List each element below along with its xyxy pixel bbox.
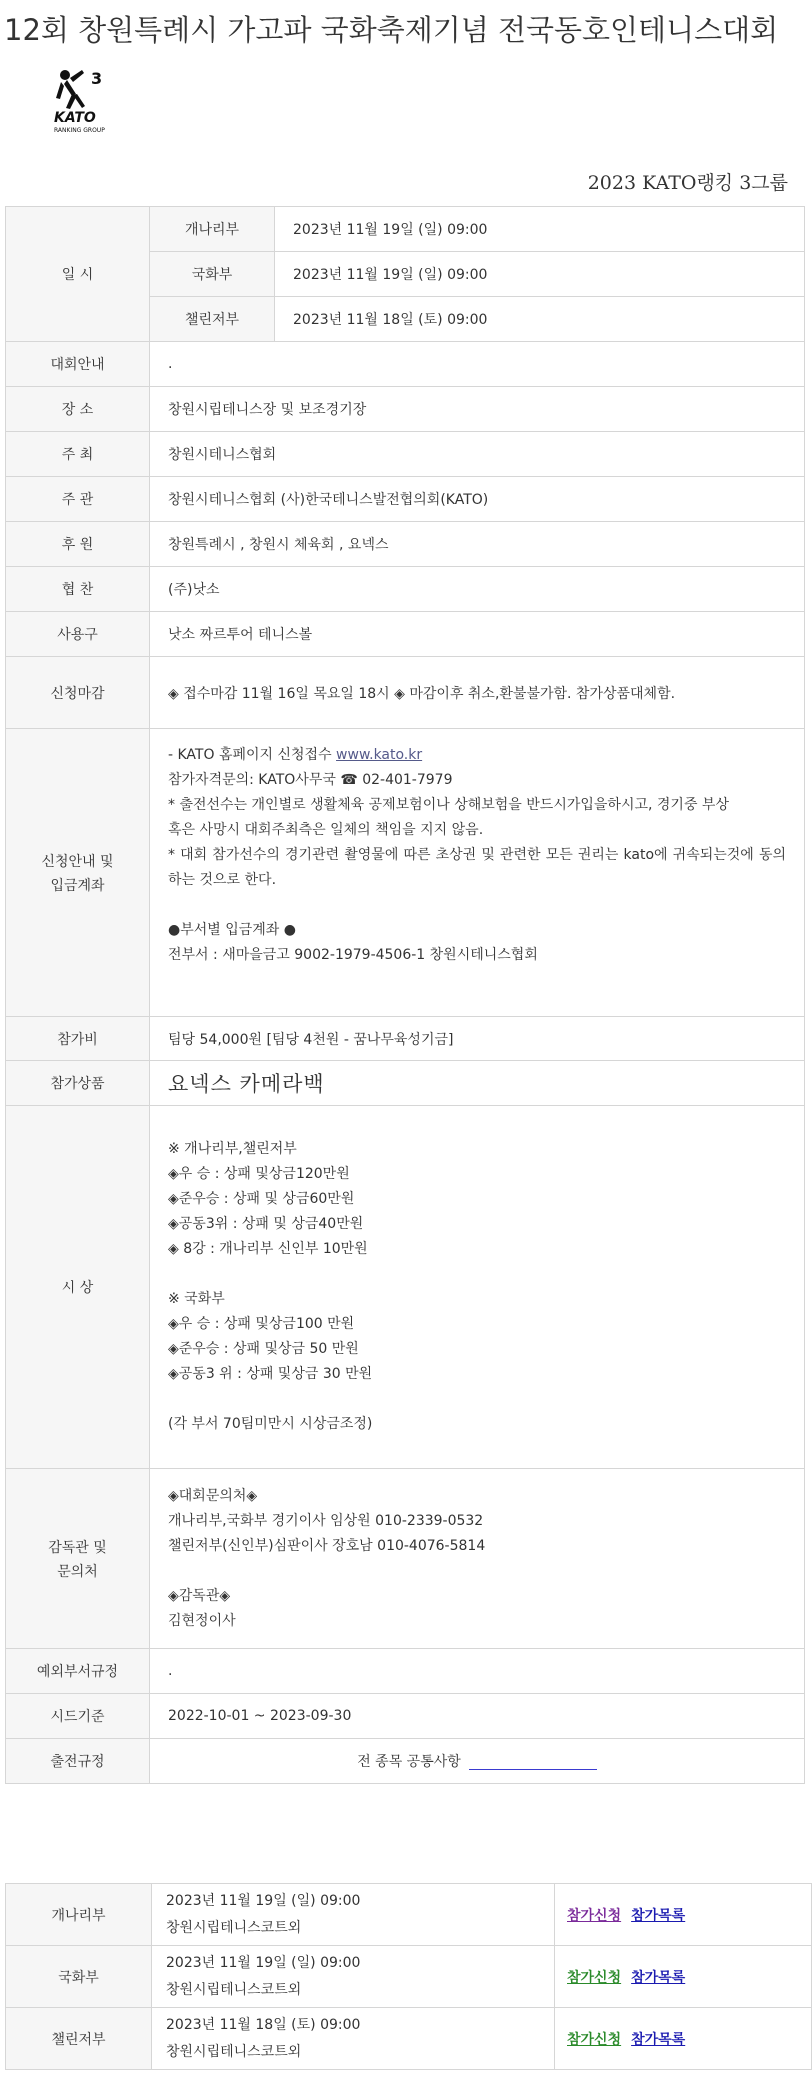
support-value: (주)낫소: [150, 567, 805, 612]
contact-text: 개나리부,국화부 경기이사 임상원 010-2339-0532: [168, 1512, 484, 1529]
table-row: [6, 522, 805, 567]
apply-guide-text: * 대회 참가선수의 경기관련 촬영물에 따른 초상권 및 관련한 모든 권리는 kato에 귀속되는것에 동의하는 것으로 한다.: [168, 847, 786, 888]
division-row: [6, 2008, 812, 2070]
apply-guide-text: * 출전선수는 개인별로 생활체육 공제보험이나 상해보험을 반드시가입을하시고, 경기중 부상: [168, 797, 729, 813]
kato-homepage-link[interactable]: www.kato.kr: [336, 747, 423, 763]
awards-text: ◈공동3 위 : 상패 및상금 30 만원: [168, 1366, 373, 1382]
gift-label: 참가상품: [6, 1061, 150, 1106]
apply-link[interactable]: 참가신청: [567, 1907, 622, 1924]
schedule-division: 챌린저부: [150, 297, 275, 342]
division-place: 창원시립테니스코트외: [166, 2043, 302, 2060]
table-row: [6, 477, 805, 522]
logo-number: 3: [91, 69, 103, 88]
exception-label: 예외부서규정: [6, 1649, 150, 1694]
sponsor-value: 창원특례시 , 창원시 체육회 , 요넥스: [150, 522, 805, 567]
division-datetime: 2023년 11월 19일 (일) 09:00: [166, 1892, 361, 1909]
table-row: [6, 1017, 805, 1061]
deadline-label: 신청마감: [6, 657, 150, 729]
apply-guide-text: 혹은 사망시 대회주최측은 일체의 책임을 지지 않음.: [168, 822, 484, 838]
division-actions: [555, 1884, 812, 1946]
awards-text: ◈우 승 : 상패 및상금120만원: [168, 1166, 350, 1182]
apply-link[interactable]: 참가신청: [567, 2031, 622, 2048]
venue-label: 장 소: [6, 387, 150, 432]
division-place: 창원시립테니스코트외: [166, 1981, 302, 1998]
entry-list-link[interactable]: 참가목록: [631, 2031, 686, 2048]
deadline-value: ◈ 접수마감 11월 16일 목요일 18시 ◈ 마감이후 취소,환불불가함. 참가상품대체함.: [150, 657, 805, 729]
division-name: 개나리부: [6, 1884, 152, 1946]
host-value: 창원시테니스협회: [150, 432, 805, 477]
contact-label-line: 문의처: [57, 1563, 98, 1580]
table-row: [6, 1694, 805, 1739]
contact-text: 챌린저부(신인부)심판이사 장호남 010-4076-5814: [168, 1537, 486, 1554]
awards-text: ※ 개나리부,챌린저부: [168, 1141, 297, 1157]
support-label: 협 찬: [6, 567, 150, 612]
guide-value: .: [150, 342, 805, 387]
schedule-label: 일 시: [6, 207, 150, 342]
division-row: [6, 1884, 812, 1946]
exception-value: .: [150, 1649, 805, 1694]
table-row: [6, 1106, 805, 1469]
division-name: 국화부: [6, 1946, 152, 2008]
contact-text: ◈대회문의처◈: [168, 1487, 258, 1504]
awards-text: ※ 국화부: [168, 1291, 225, 1307]
contact-text: 김현정이사: [168, 1612, 236, 1629]
awards-text: ◈ 8강 : 개나리부 신인부 10만원: [168, 1241, 368, 1257]
seed-period-label: 시드기준: [6, 1694, 150, 1739]
table-row: [6, 387, 805, 432]
table-row: [6, 1739, 805, 1784]
contact-text: ◈감독관◈: [168, 1587, 231, 1604]
table-row: [6, 1061, 805, 1106]
division-place: 창원시립테니스코트외: [166, 1919, 302, 1936]
kato-logo-image: [52, 64, 116, 136]
apply-guide-text: ●부서별 입금계좌 ●: [168, 922, 296, 938]
entry-list-link[interactable]: 참가목록: [631, 1969, 686, 1986]
division-actions: [555, 2008, 812, 2070]
apply-guide-label-line: 신청안내 및: [41, 853, 114, 870]
organizer-value: 창원시테니스협회 (사)한국테니스발전협의회(KATO): [150, 477, 805, 522]
apply-guide-text: 참가자격문의: KATO사무국 ☎ 02-401-7979: [168, 772, 453, 788]
division-datetime: 2023년 11월 19일 (일) 09:00: [166, 1954, 361, 1971]
ball-label: 사용구: [6, 612, 150, 657]
table-row: [6, 342, 805, 387]
sponsor-label: 후 원: [6, 522, 150, 567]
division-datetime: 2023년 11월 18일 (토) 09:00: [166, 2016, 361, 2033]
division-actions: [555, 1946, 812, 2008]
table-row: [6, 432, 805, 477]
logo-brand: KATO: [54, 110, 96, 126]
venue-value: 창원시립테니스장 및 보조경기장: [150, 387, 805, 432]
fee-value: 팀당 54,000원 [팀당 4천원 - 꿈나무육성기금]: [150, 1017, 805, 1061]
guide-label: 대회안내: [6, 342, 150, 387]
division-info: [152, 2008, 555, 2070]
apply-guide-text: 전부서 : 새마을금고 9002-1979-4506-1 창원시테니스협회: [168, 947, 538, 963]
page-title: 12회 창원특례시 가고파 국화축제기념 전국동호인테니스대회: [4, 13, 779, 47]
division-entry-table: [5, 1883, 812, 2070]
logo-tag: RANKING GROUP: [54, 127, 105, 134]
division-row: [6, 1946, 812, 2008]
apply-guide-label: [6, 729, 150, 1017]
ball-value: 낫소 짜르투어 테니스볼: [150, 612, 805, 657]
schedule-datetime: 2023년 11월 19일 (일) 09:00: [275, 252, 805, 297]
schedule-division: 개나리부: [150, 207, 275, 252]
seed-period-value: 2022-10-01 ~ 2023-09-30: [150, 1694, 805, 1739]
awards-text: ◈준우승 : 상패 및상금 50 만원: [168, 1341, 359, 1357]
entry-list-link[interactable]: 참가목록: [631, 1907, 686, 1924]
entry-rule-value: [150, 1739, 805, 1784]
table-row: [6, 567, 805, 612]
fee-label: 참가비: [6, 1017, 150, 1061]
contact-label-line: 감독관 및: [48, 1539, 107, 1556]
kato-logo: [52, 64, 116, 136]
schedule-datetime: 2023년 11월 19일 (일) 09:00: [275, 207, 805, 252]
awards-text: (각 부서 70팀미만시 시상금조정): [168, 1416, 373, 1432]
apply-guide-text: - KATO 홈페이지 신청접수: [168, 747, 332, 763]
table-row: [6, 1649, 805, 1694]
entry-rule-text: 전 종목 공통사항: [357, 1754, 461, 1770]
division-name: 챌린저부: [6, 2008, 152, 2070]
schedule-division: 국화부: [150, 252, 275, 297]
awards-value: [150, 1106, 805, 1469]
table-row: [6, 1469, 805, 1649]
tournament-info-table: [5, 206, 805, 1784]
division-info: [152, 1884, 555, 1946]
table-row: [6, 612, 805, 657]
schedule-datetime: 2023년 11월 18일 (토) 09:00: [275, 297, 805, 342]
host-label: 주 최: [6, 432, 150, 477]
awards-text: ◈공동3위 : 상패 및 상금40만원: [168, 1216, 364, 1232]
contact-value: [150, 1469, 805, 1649]
table-row: [6, 729, 805, 1017]
apply-guide-label-line: 입금계좌: [50, 877, 105, 894]
division-info: [152, 1946, 555, 2008]
entry-rule-label: 출전규정: [6, 1739, 150, 1784]
entry-rule-link[interactable]: [469, 1755, 597, 1770]
contact-label: [6, 1469, 150, 1649]
awards-text: ◈우 승 : 상패 및상금100 만원: [168, 1316, 355, 1332]
gift-value: 요넥스 카메라백: [150, 1061, 805, 1106]
organizer-label: 주 관: [6, 477, 150, 522]
apply-guide-value: [150, 729, 805, 1017]
awards-label: 시 상: [6, 1106, 150, 1469]
table-row: [6, 207, 805, 252]
apply-link[interactable]: 참가신청: [567, 1969, 622, 1986]
ranking-label: 2023 KATO랭킹 3그룹: [587, 172, 788, 194]
table-row: [6, 657, 805, 729]
awards-text: ◈준우승 : 상패 및 상금60만원: [168, 1191, 355, 1207]
